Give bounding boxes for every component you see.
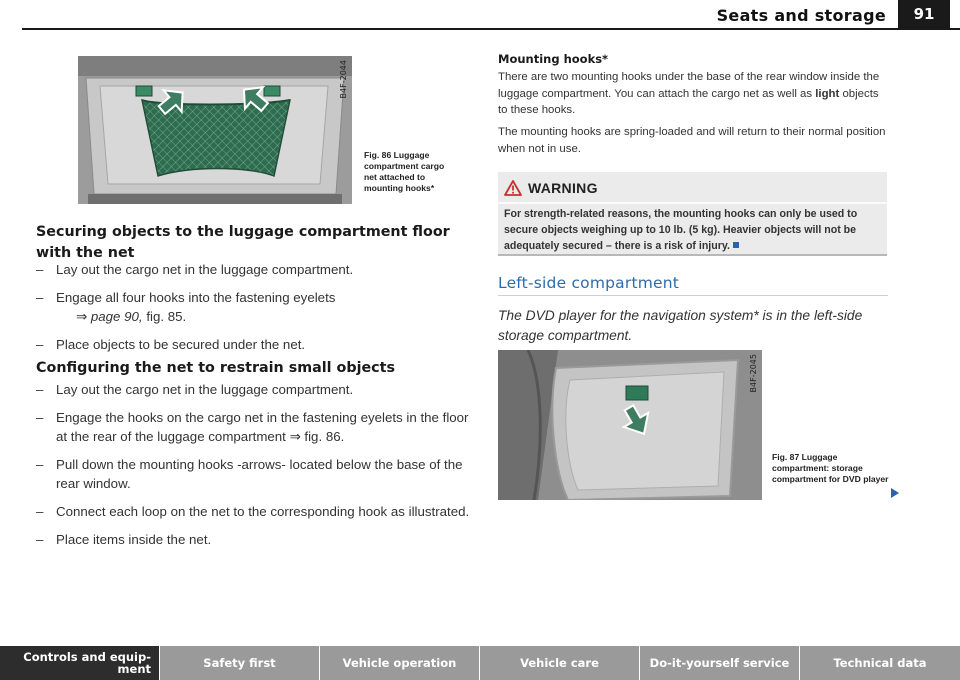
heading-configuring-net: Configuring the net to restrain small objects — [36, 360, 395, 376]
list-item: – Connect each loop on the net to the corresponding hook as illustrated. — [36, 504, 470, 519]
tab-vehicle-care[interactable]: Vehicle care — [480, 646, 640, 680]
storage-compartment-illustration — [498, 350, 762, 500]
list-item: – Place objects to be secured under the net. — [36, 337, 306, 352]
figure-id-label: B4F-2045 — [749, 354, 758, 393]
continue-arrow-icon — [891, 488, 899, 498]
page-number: 91 — [898, 0, 950, 28]
luggage-net-illustration — [78, 56, 352, 204]
warning-title: WARNING — [528, 180, 598, 196]
steps-securing-objects — [36, 260, 476, 363]
chapter-title: Seats and storage — [716, 6, 886, 25]
chapter-tabs — [0, 646, 960, 680]
warning-box — [498, 172, 887, 256]
left-side-lead: The DVD player for the navigation system* is in the left-side storage compartment. — [498, 308, 863, 343]
mounting-hooks-paragraph-1: There are two mounting hooks under the base of the rear window inside the luggage compartment. You can attach the cargo net as well as light objects to these hooks. — [498, 71, 880, 116]
list-item: – Pull down the mounting hooks -arrows- located below the base of the rear window. — [36, 457, 463, 491]
figure-87-caption: Fig. 87 Luggage compartment: storage compartment for DVD player — [772, 452, 889, 484]
reference-arrow: ⇒ — [76, 309, 88, 324]
list-item: – Engage the hooks on the cargo net in the fastening eyelets in the floor at the rear of the luggage compartment ⇒ fig. 86. — [36, 410, 469, 444]
figure-86-luggage-net — [78, 56, 352, 204]
list-item: – Lay out the cargo net in the luggage compartment. — [36, 262, 354, 277]
list-item: – Place items inside the net. — [36, 532, 212, 547]
figure-87-storage-compartment — [498, 350, 762, 500]
heading-rule — [498, 295, 888, 296]
tab-technical-data[interactable]: Technical data — [833, 656, 927, 670]
heading-left-side-compartment: Left-side compartment — [498, 274, 680, 292]
tab-do-it-yourself-service[interactable]: Do-it-yourself service — [640, 646, 800, 680]
tab-safety-first[interactable]: Safety first — [160, 646, 320, 680]
page-reference-link[interactable]: page 90, — [90, 309, 143, 324]
list-item: – Engage all four hooks into the fastening eyelets ⇒ page 90, fig. 85. — [36, 290, 336, 324]
mounting-hooks-paragraph-2: The mounting hooks are spring-loaded and will return to their normal position when not in use. — [498, 126, 886, 155]
heading-mounting-hooks: Mounting hooks* — [498, 52, 609, 66]
warning-text: For strength-related reasons, the mounting hooks can only be used to secure objects weighing up to 10 lb. (5 kg). Heavier objects will not be adequately secured – there is a risk of injury. — [504, 208, 858, 252]
tab-controls-and-equipment[interactable]: Controls and equip- ment — [0, 646, 160, 680]
figure-id-label: B4F-2044 — [339, 60, 348, 99]
figure-86-caption: Fig. 86 Luggage compartment cargo net attached to mounting hooks* — [364, 150, 445, 193]
list-item: – Lay out the cargo net in the luggage compartment. — [36, 382, 354, 397]
tab-vehicle-operation[interactable]: Vehicle operation — [320, 646, 480, 680]
heading-securing-objects: Securing objects to the luggage compartment floor with the net — [36, 224, 450, 261]
header-rule — [22, 28, 960, 30]
warning-triangle-icon — [504, 180, 522, 196]
end-of-section-icon — [733, 242, 739, 248]
figure-reference: fig. 85. — [146, 309, 187, 324]
steps-configuring-net — [36, 380, 476, 558]
